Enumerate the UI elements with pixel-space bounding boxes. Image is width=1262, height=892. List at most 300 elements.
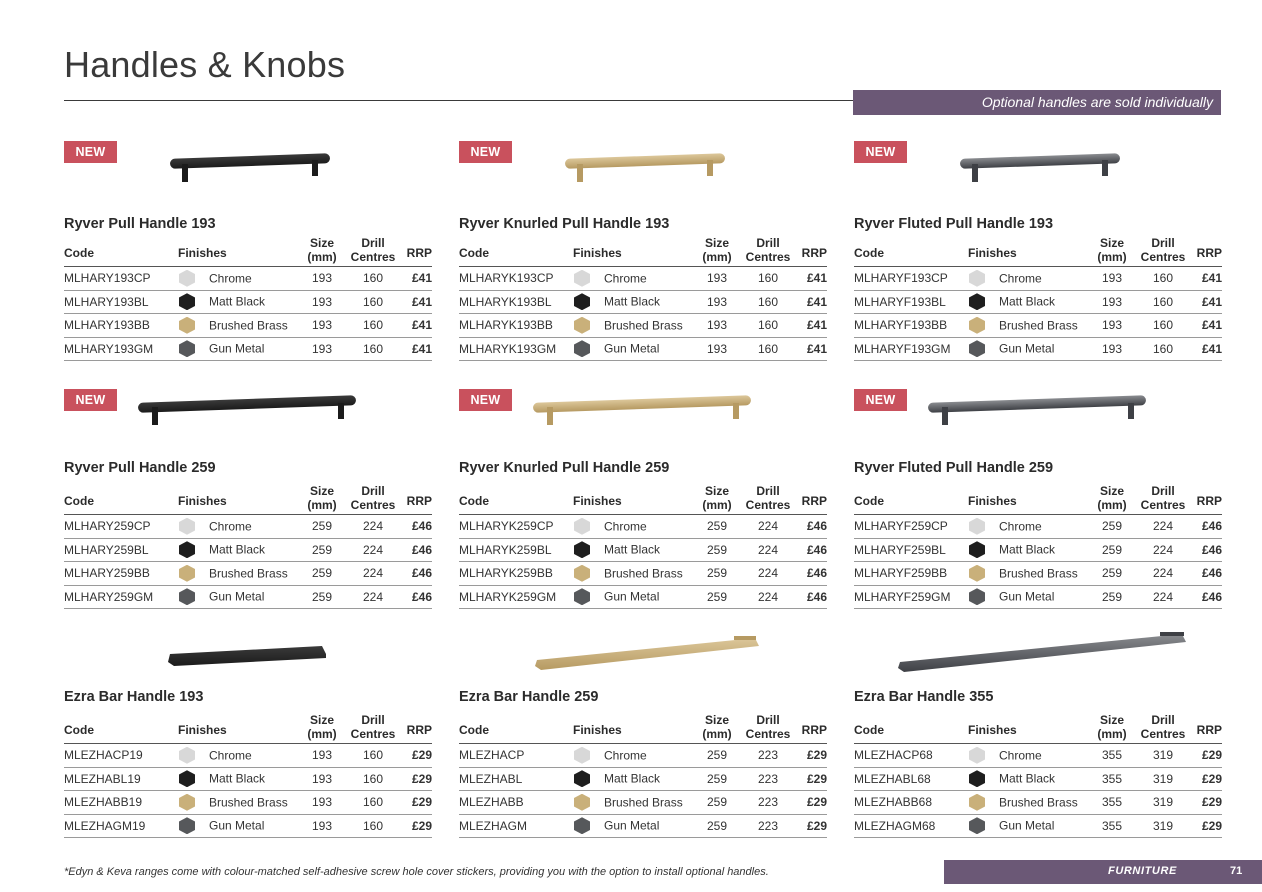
size-value: 259 bbox=[697, 585, 737, 609]
price-value: £29 bbox=[404, 767, 432, 791]
size-value: 193 bbox=[1092, 314, 1132, 338]
drill-centres-value: 160 bbox=[342, 314, 404, 338]
finish-swatch-icon bbox=[574, 817, 590, 834]
table-row bbox=[64, 538, 432, 562]
size-header-line1: Size bbox=[309, 484, 334, 498]
finish-cell bbox=[968, 744, 1092, 768]
finish-label: Gun Metal bbox=[999, 341, 1055, 356]
finishes-header: Finishes bbox=[178, 484, 302, 515]
product-name: Ryver Knurled Pull Handle 259 bbox=[459, 460, 670, 476]
drill-centres-value: 319 bbox=[1132, 791, 1194, 815]
price-value: £41 bbox=[404, 337, 432, 361]
drill-centres-header bbox=[1132, 484, 1194, 515]
drill-centres-header bbox=[1132, 713, 1194, 744]
spec-header-row bbox=[459, 713, 827, 744]
size-value: 259 bbox=[697, 791, 737, 815]
price-value: £29 bbox=[1194, 791, 1222, 815]
drill-centres-value: 319 bbox=[1132, 744, 1194, 768]
size-header-line2: (mm) bbox=[307, 727, 337, 741]
product-code: MLHARYF259BB bbox=[854, 562, 968, 586]
drill-header-line2: Centres bbox=[350, 727, 396, 741]
black-bar-handle-icon bbox=[64, 622, 432, 682]
product-code: MLHARYK259BL bbox=[459, 538, 573, 562]
price-value: £29 bbox=[1194, 767, 1222, 791]
finish-swatch-icon bbox=[969, 794, 985, 811]
drill-centres-value: 224 bbox=[342, 538, 404, 562]
finish-label: Chrome bbox=[209, 748, 252, 763]
drill-header-line1: Drill bbox=[756, 484, 780, 498]
finish-swatch-icon bbox=[179, 293, 195, 310]
drill-centres-value: 319 bbox=[1132, 767, 1194, 791]
size-value: 259 bbox=[697, 538, 737, 562]
finish-swatch-icon bbox=[969, 270, 985, 287]
new-badge: NEW bbox=[64, 141, 117, 163]
finish-cell bbox=[178, 538, 302, 562]
drill-centres-value: 160 bbox=[737, 267, 799, 291]
drill-centres-header bbox=[342, 484, 404, 515]
finish-cell bbox=[573, 767, 697, 791]
table-row bbox=[854, 562, 1222, 586]
price-value: £41 bbox=[404, 314, 432, 338]
price-value: £29 bbox=[799, 791, 827, 815]
size-header-line2: (mm) bbox=[307, 498, 337, 512]
finish-swatch-icon bbox=[969, 317, 985, 334]
finish-swatch-icon bbox=[179, 588, 195, 605]
product-spec-table bbox=[64, 484, 432, 609]
finish-swatch-icon bbox=[969, 340, 985, 357]
finish-label: Gun Metal bbox=[604, 589, 660, 604]
drill-centres-value: 160 bbox=[1132, 267, 1194, 291]
table-row bbox=[854, 767, 1222, 791]
drill-centres-value: 224 bbox=[342, 515, 404, 539]
drill-header-line1: Drill bbox=[361, 484, 385, 498]
page-number: 71 bbox=[1230, 865, 1243, 877]
product-code: MLHARY193CP bbox=[64, 267, 178, 291]
drill-centres-value: 223 bbox=[737, 814, 799, 838]
table-row bbox=[64, 515, 432, 539]
gunmetal-fluted-pull-handle-icon bbox=[854, 140, 1222, 200]
finish-cell bbox=[573, 314, 697, 338]
size-header-line2: (mm) bbox=[702, 498, 732, 512]
spec-header-row bbox=[854, 484, 1222, 515]
finishes-header: Finishes bbox=[573, 713, 697, 744]
product-code: MLEZHAGM19 bbox=[64, 814, 178, 838]
price-value: £46 bbox=[1194, 538, 1222, 562]
size-header-line1: Size bbox=[704, 236, 729, 250]
finish-cell bbox=[573, 814, 697, 838]
price-value: £41 bbox=[404, 290, 432, 314]
table-row bbox=[854, 744, 1222, 768]
drill-centres-header bbox=[737, 236, 799, 267]
table-row bbox=[459, 585, 827, 609]
price-value: £29 bbox=[404, 814, 432, 838]
drill-centres-value: 224 bbox=[737, 538, 799, 562]
drill-centres-value: 223 bbox=[737, 767, 799, 791]
finish-cell bbox=[968, 267, 1092, 291]
finish-label: Gun Metal bbox=[604, 341, 660, 356]
code-header: Code bbox=[64, 713, 178, 744]
product-code: MLHARYF259CP bbox=[854, 515, 968, 539]
price-value: £41 bbox=[799, 314, 827, 338]
code-header: Code bbox=[459, 236, 573, 267]
size-value: 193 bbox=[1092, 267, 1132, 291]
price-value: £41 bbox=[799, 290, 827, 314]
finish-label: Matt Black bbox=[209, 542, 266, 557]
product-spec-table bbox=[459, 484, 827, 609]
finish-swatch-icon bbox=[969, 817, 985, 834]
size-header-line2: (mm) bbox=[307, 250, 337, 264]
finish-cell bbox=[178, 767, 302, 791]
finish-swatch-icon bbox=[969, 293, 985, 310]
product-code: MLHARY193GM bbox=[64, 337, 178, 361]
spec-header-row bbox=[64, 484, 432, 515]
product-name: Ryver Knurled Pull Handle 193 bbox=[459, 216, 670, 232]
rrp-header: RRP bbox=[404, 713, 432, 744]
price-value: £46 bbox=[799, 585, 827, 609]
price-value: £46 bbox=[799, 562, 827, 586]
drill-centres-value: 223 bbox=[737, 744, 799, 768]
size-value: 193 bbox=[697, 290, 737, 314]
product-code: MLHARY193BL bbox=[64, 290, 178, 314]
price-value: £46 bbox=[404, 562, 432, 586]
drill-header-line1: Drill bbox=[756, 236, 780, 250]
drill-centres-value: 224 bbox=[737, 562, 799, 586]
finish-label: Brushed Brass bbox=[604, 318, 683, 333]
finish-cell bbox=[573, 744, 697, 768]
drill-centres-value: 160 bbox=[342, 814, 404, 838]
page-title: Handles & Knobs bbox=[64, 44, 346, 85]
table-row bbox=[459, 267, 827, 291]
finish-label: Chrome bbox=[604, 519, 647, 534]
size-value: 259 bbox=[1092, 515, 1132, 539]
size-value: 193 bbox=[302, 267, 342, 291]
finish-label: Brushed Brass bbox=[999, 318, 1078, 333]
rrp-header: RRP bbox=[799, 713, 827, 744]
finish-label: Matt Black bbox=[604, 542, 661, 557]
table-row bbox=[459, 337, 827, 361]
finish-cell bbox=[178, 744, 302, 768]
drill-centres-header bbox=[737, 713, 799, 744]
finish-label: Matt Black bbox=[209, 771, 266, 786]
table-row bbox=[64, 585, 432, 609]
title-divider bbox=[64, 100, 854, 101]
finish-cell bbox=[968, 337, 1092, 361]
rrp-header: RRP bbox=[799, 236, 827, 267]
table-row bbox=[854, 337, 1222, 361]
drill-header-line1: Drill bbox=[1151, 713, 1175, 727]
product-code: MLHARYK193BB bbox=[459, 314, 573, 338]
code-header: Code bbox=[64, 236, 178, 267]
rrp-header: RRP bbox=[1194, 484, 1222, 515]
table-row bbox=[459, 562, 827, 586]
drill-centres-header bbox=[1132, 236, 1194, 267]
size-header-line2: (mm) bbox=[702, 727, 732, 741]
drill-centres-value: 224 bbox=[1132, 538, 1194, 562]
price-value: £29 bbox=[404, 744, 432, 768]
drill-centres-header bbox=[737, 484, 799, 515]
product-code: MLHARYK259BB bbox=[459, 562, 573, 586]
finishes-header: Finishes bbox=[968, 236, 1092, 267]
finishes-header: Finishes bbox=[178, 236, 302, 267]
finish-label: Chrome bbox=[604, 748, 647, 763]
brass-knurled-pull-handle-icon bbox=[459, 140, 827, 200]
finish-swatch-icon bbox=[574, 770, 590, 787]
table-row bbox=[459, 744, 827, 768]
price-value: £41 bbox=[799, 267, 827, 291]
rrp-header: RRP bbox=[1194, 713, 1222, 744]
product-name: Ezra Bar Handle 355 bbox=[854, 689, 994, 705]
size-header bbox=[697, 484, 737, 515]
product-name: Ryver Pull Handle 259 bbox=[64, 460, 216, 476]
drill-header-line2: Centres bbox=[1140, 727, 1186, 741]
price-value: £46 bbox=[799, 538, 827, 562]
drill-header-line2: Centres bbox=[745, 727, 791, 741]
finish-swatch-icon bbox=[969, 565, 985, 582]
finish-label: Chrome bbox=[999, 748, 1042, 763]
price-value: £29 bbox=[1194, 814, 1222, 838]
product-code: MLHARYF193GM bbox=[854, 337, 968, 361]
finishes-header: Finishes bbox=[968, 484, 1092, 515]
finish-cell bbox=[573, 562, 697, 586]
finish-label: Brushed Brass bbox=[209, 318, 288, 333]
size-header bbox=[302, 236, 342, 267]
table-row bbox=[854, 814, 1222, 838]
drill-centres-value: 160 bbox=[1132, 314, 1194, 338]
size-value: 259 bbox=[302, 562, 342, 586]
table-row bbox=[459, 515, 827, 539]
product-code: MLHARY259CP bbox=[64, 515, 178, 539]
finish-swatch-icon bbox=[179, 340, 195, 357]
product-code: MLEZHAGM68 bbox=[854, 814, 968, 838]
size-value: 193 bbox=[302, 290, 342, 314]
finish-label: Matt Black bbox=[999, 294, 1056, 309]
code-header: Code bbox=[64, 484, 178, 515]
drill-centres-value: 224 bbox=[1132, 515, 1194, 539]
table-row bbox=[854, 515, 1222, 539]
drill-centres-value: 160 bbox=[342, 767, 404, 791]
drill-centres-value: 319 bbox=[1132, 814, 1194, 838]
rrp-header: RRP bbox=[799, 484, 827, 515]
finish-cell bbox=[573, 585, 697, 609]
product-name: Ezra Bar Handle 193 bbox=[64, 689, 204, 705]
finish-swatch-icon bbox=[179, 565, 195, 582]
price-value: £41 bbox=[1194, 337, 1222, 361]
size-header bbox=[302, 713, 342, 744]
product-code: MLHARYK193BL bbox=[459, 290, 573, 314]
finish-swatch-icon bbox=[179, 747, 195, 764]
product-code: MLHARYK259CP bbox=[459, 515, 573, 539]
size-value: 193 bbox=[302, 767, 342, 791]
size-header-line2: (mm) bbox=[1097, 498, 1127, 512]
table-row bbox=[459, 814, 827, 838]
product-code: MLEZHAGM bbox=[459, 814, 573, 838]
finish-swatch-icon bbox=[179, 794, 195, 811]
finish-label: Brushed Brass bbox=[209, 566, 288, 581]
product-code: MLHARYF193CP bbox=[854, 267, 968, 291]
size-value: 259 bbox=[697, 744, 737, 768]
finish-swatch-icon bbox=[969, 518, 985, 535]
product-code: MLHARYF193BL bbox=[854, 290, 968, 314]
size-header bbox=[1092, 236, 1132, 267]
price-value: £41 bbox=[799, 337, 827, 361]
product-code: MLEZHABB bbox=[459, 791, 573, 815]
drill-centres-header bbox=[342, 236, 404, 267]
product-code: MLEZHACP68 bbox=[854, 744, 968, 768]
table-row bbox=[854, 538, 1222, 562]
table-row bbox=[854, 267, 1222, 291]
price-value: £46 bbox=[404, 515, 432, 539]
drill-centres-value: 160 bbox=[342, 744, 404, 768]
drill-centres-value: 160 bbox=[737, 314, 799, 338]
drill-header-line2: Centres bbox=[745, 250, 791, 264]
size-value: 193 bbox=[302, 814, 342, 838]
table-row bbox=[64, 337, 432, 361]
size-header-line2: (mm) bbox=[702, 250, 732, 264]
finish-cell bbox=[178, 585, 302, 609]
size-value: 193 bbox=[697, 267, 737, 291]
finishes-header: Finishes bbox=[178, 713, 302, 744]
finish-label: Matt Black bbox=[604, 294, 661, 309]
finish-cell bbox=[178, 562, 302, 586]
drill-header-line2: Centres bbox=[350, 498, 396, 512]
product-name: Ryver Fluted Pull Handle 259 bbox=[854, 460, 1054, 476]
finish-cell bbox=[178, 267, 302, 291]
table-row bbox=[64, 791, 432, 815]
size-value: 355 bbox=[1092, 767, 1132, 791]
size-value: 259 bbox=[697, 562, 737, 586]
finish-cell bbox=[573, 538, 697, 562]
size-value: 259 bbox=[1092, 538, 1132, 562]
drill-centres-value: 160 bbox=[1132, 337, 1194, 361]
finish-label: Brushed Brass bbox=[999, 566, 1078, 581]
size-header-line1: Size bbox=[704, 713, 729, 727]
price-value: £46 bbox=[1194, 585, 1222, 609]
code-header: Code bbox=[854, 484, 968, 515]
finish-label: Chrome bbox=[209, 519, 252, 534]
finish-swatch-icon bbox=[574, 747, 590, 764]
size-header-line1: Size bbox=[309, 713, 334, 727]
gunmetal-bar-handle-icon bbox=[854, 622, 1222, 682]
table-row bbox=[64, 267, 432, 291]
table-row bbox=[854, 585, 1222, 609]
drill-centres-value: 160 bbox=[342, 337, 404, 361]
drill-centres-value: 160 bbox=[737, 337, 799, 361]
product-spec-table bbox=[64, 236, 432, 361]
drill-centres-value: 224 bbox=[342, 562, 404, 586]
finish-cell bbox=[573, 267, 697, 291]
finish-swatch-icon bbox=[574, 794, 590, 811]
drill-header-line2: Centres bbox=[745, 498, 791, 512]
spec-header-row bbox=[854, 713, 1222, 744]
price-value: £29 bbox=[799, 814, 827, 838]
price-value: £29 bbox=[799, 744, 827, 768]
finish-label: Gun Metal bbox=[209, 341, 265, 356]
size-header-line1: Size bbox=[1099, 713, 1124, 727]
black-pull-handle-icon bbox=[64, 140, 432, 200]
product-code: MLEZHABB19 bbox=[64, 791, 178, 815]
table-row bbox=[64, 767, 432, 791]
finish-label: Matt Black bbox=[604, 771, 661, 786]
table-row bbox=[64, 562, 432, 586]
product-code: MLEZHABL68 bbox=[854, 767, 968, 791]
finish-label: Chrome bbox=[999, 271, 1042, 286]
finish-cell bbox=[968, 314, 1092, 338]
finish-cell bbox=[968, 814, 1092, 838]
price-value: £41 bbox=[404, 267, 432, 291]
product-code: MLEZHABL bbox=[459, 767, 573, 791]
finish-label: Brushed Brass bbox=[604, 795, 683, 810]
table-row bbox=[64, 814, 432, 838]
finish-cell bbox=[178, 814, 302, 838]
sold-individually-banner: Optional handles are sold individually bbox=[853, 90, 1221, 115]
finish-cell bbox=[968, 791, 1092, 815]
finish-cell bbox=[573, 791, 697, 815]
drill-centres-value: 160 bbox=[342, 791, 404, 815]
size-value: 193 bbox=[302, 314, 342, 338]
finish-swatch-icon bbox=[574, 293, 590, 310]
code-header: Code bbox=[459, 713, 573, 744]
product-code: MLHARYK193GM bbox=[459, 337, 573, 361]
size-value: 193 bbox=[1092, 290, 1132, 314]
drill-header-line1: Drill bbox=[361, 713, 385, 727]
table-row bbox=[854, 314, 1222, 338]
product-code: MLEZHABB68 bbox=[854, 791, 968, 815]
finish-cell bbox=[178, 290, 302, 314]
table-row bbox=[64, 314, 432, 338]
size-value: 355 bbox=[1092, 791, 1132, 815]
new-badge: NEW bbox=[459, 141, 512, 163]
price-value: £46 bbox=[1194, 562, 1222, 586]
gunmetal-fluted-pull-handle-icon bbox=[854, 383, 1222, 443]
size-header-line1: Size bbox=[704, 484, 729, 498]
finish-swatch-icon bbox=[179, 770, 195, 787]
finish-cell bbox=[968, 538, 1092, 562]
price-value: £41 bbox=[1194, 290, 1222, 314]
size-header bbox=[1092, 713, 1132, 744]
table-row bbox=[459, 791, 827, 815]
footer-bar bbox=[944, 860, 1262, 884]
drill-header-line1: Drill bbox=[1151, 236, 1175, 250]
product-code: MLEZHACP19 bbox=[64, 744, 178, 768]
finish-cell bbox=[178, 337, 302, 361]
finish-label: Gun Metal bbox=[604, 818, 660, 833]
size-header bbox=[697, 236, 737, 267]
finish-cell bbox=[178, 515, 302, 539]
price-value: £46 bbox=[404, 538, 432, 562]
finish-cell bbox=[178, 314, 302, 338]
finish-swatch-icon bbox=[179, 817, 195, 834]
product-spec-table bbox=[854, 713, 1222, 838]
drill-centres-value: 224 bbox=[737, 515, 799, 539]
drill-centres-value: 224 bbox=[737, 585, 799, 609]
drill-header-line1: Drill bbox=[756, 713, 780, 727]
table-row bbox=[459, 314, 827, 338]
drill-header-line1: Drill bbox=[361, 236, 385, 250]
footnote: *Edyn & Keva ranges come with colour-matched self-adhesive screw hole cover stickers, providing you with the option to install optional handles. bbox=[64, 866, 769, 878]
product-spec-table bbox=[854, 236, 1222, 361]
finish-swatch-icon bbox=[574, 270, 590, 287]
finish-cell bbox=[968, 585, 1092, 609]
finish-label: Brushed Brass bbox=[604, 566, 683, 581]
finish-swatch-icon bbox=[574, 541, 590, 558]
finish-swatch-icon bbox=[179, 317, 195, 334]
drill-centres-value: 160 bbox=[737, 290, 799, 314]
finish-label: Gun Metal bbox=[999, 818, 1055, 833]
size-value: 355 bbox=[1092, 814, 1132, 838]
table-row bbox=[854, 290, 1222, 314]
product-code: MLHARYF259BL bbox=[854, 538, 968, 562]
new-badge: NEW bbox=[459, 389, 512, 411]
